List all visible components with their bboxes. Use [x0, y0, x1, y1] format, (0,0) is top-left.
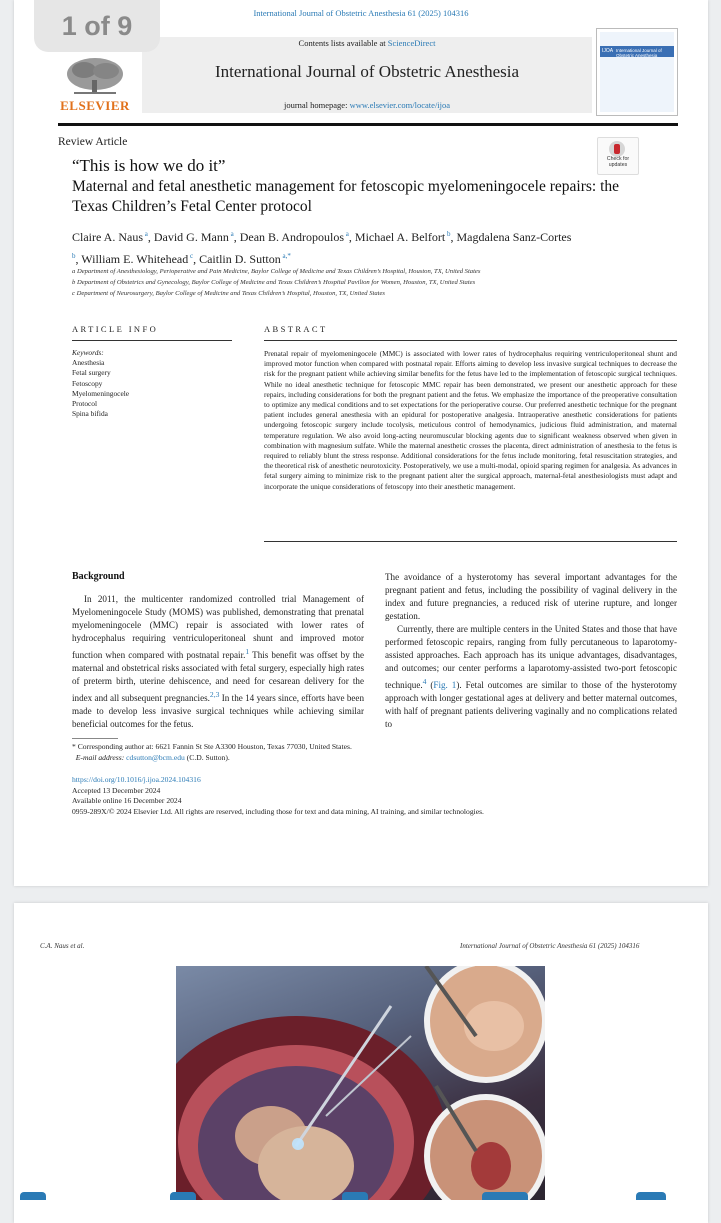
- author-affiliation-mark[interactable]: a: [344, 230, 349, 238]
- journal-homepage-link[interactable]: www.elsevier.com/locate/ijoa: [349, 100, 451, 110]
- abstract-bottom-rule: [264, 541, 677, 542]
- available-date: Available online 16 December 2024: [72, 796, 182, 805]
- author-affiliation-mark[interactable]: a: [143, 230, 148, 238]
- front-matter: [72, 775, 672, 817]
- bookmark-icon: [609, 141, 625, 157]
- author[interactable]: Magdalena Sanz-Cortes $^b$: [72, 230, 572, 260]
- check-updates-label: Check for updates: [606, 156, 630, 168]
- author[interactable]: David G. Mann $^a$: [153, 230, 234, 244]
- author-list: Claire A. Naus $^a$, David G. Mann $^a$, Dean B. Andropoulos $^a$, Michael A. Belfort $^b$, Magdalena Sanz-Cortes $^b$, William E. Whitehead $^c$, Caitlin D. Sutton $^{a,*}$: [72, 230, 572, 266]
- affiliation-a: a Department of Anesthesiology, Perioperative and Pain Medicine, Baylor College of Medicine and Texas Children’s Hospital, Houston, TX, United States: [72, 268, 481, 275]
- author[interactable]: Claire A. Naus $^a$: [72, 230, 148, 244]
- reference-link[interactable]: 2,3: [209, 690, 220, 700]
- author[interactable]: Michael A. Belfort $^b$: [354, 230, 451, 244]
- keywords-block: [72, 348, 232, 419]
- abstract-rule: [264, 340, 677, 341]
- bg-text: In the 14 years since, efforts have been made to develop less invasive surgical techniques while achieving similar beneficial outcomes for the fetus.: [72, 693, 364, 730]
- footnotes: [72, 742, 632, 763]
- sciencedirect-link[interactable]: ScienceDirect: [387, 38, 436, 48]
- author[interactable]: William E. Whitehead $^c$: [81, 252, 194, 266]
- author[interactable]: Dean B. Andropoulos $^a$: [239, 230, 349, 244]
- author-affiliation-mark[interactable]: a: [228, 230, 234, 238]
- homepage-prefix: journal homepage:: [283, 100, 350, 110]
- share-icon[interactable]: [342, 1192, 368, 1200]
- email-line: [72, 753, 632, 764]
- viewer-toolbar: [0, 1190, 721, 1200]
- page-indicator: 1 of 9: [34, 0, 160, 52]
- figure-link[interactable]: Fig. 1: [433, 680, 457, 691]
- page2-author-head: C.A. Naus et al.: [40, 942, 85, 950]
- author-affiliation-mark[interactable]: c: [188, 252, 194, 260]
- check-for-updates-button[interactable]: [597, 137, 639, 175]
- abstract-heading: ABSTRACT: [264, 324, 328, 334]
- keyword: Fetal surgery: [72, 368, 111, 378]
- author[interactable]: Caitlin D. Sutton $^{a,*}$: [199, 252, 291, 266]
- cover-inner: [600, 32, 674, 112]
- page2-journal-head: International Journal of Obstetric Anesthesia 61 (2025) 104316: [460, 942, 640, 950]
- bg-text: Fetal outcomes are similar to those of the hysterotomy approach with longer gestational ages at delivery and better maternal outcomes, with half of pregnant patients delivering vaginally and no complications related to: [385, 680, 677, 730]
- running-head: International Journal of Obstetric Anesthesia 61 (2025) 104316: [253, 8, 469, 18]
- article-type: Review Article: [58, 136, 128, 148]
- back-icon[interactable]: [20, 1192, 46, 1200]
- author-affiliation-mark[interactable]: b: [445, 230, 451, 238]
- reply-icon[interactable]: [170, 1192, 196, 1200]
- background-paragraph-2: The avoidance of a hysterotomy has several important advantages for the pregnant patient and fetus, including the possibility of vaginal delivery in the index and future pregnancies, a reduced risk of uterine rupture, and longer gestation.: [385, 572, 677, 621]
- header-rule: [58, 123, 678, 126]
- author-affiliation-mark[interactable]: b: [72, 252, 76, 260]
- reference-link[interactable]: 4: [422, 677, 427, 686]
- keywords-label: Keywords:: [72, 348, 104, 357]
- keyword: Myelomeningocele: [72, 388, 130, 398]
- reference-link[interactable]: 1: [245, 647, 250, 656]
- keyword: Spina bifida: [72, 409, 108, 419]
- article-title-line1: “This is how we do it”: [72, 156, 226, 175]
- journal-name: International Journal of Obstetric Anesthesia: [214, 62, 520, 81]
- keyword: Fetoscopy: [72, 378, 103, 388]
- abstract-text: Prenatal repair of myelomeningocele (MMC) is associated with lower rates of hydrocephalus requiring ventriculoperitoneal shunt and improved motor function when compared with postnatal repair. Efforts aiming to develop less invasive surgical techniques to decrease the risk for the pregnant patient while achieving similar benefits for the fetus have led to the implementation of fetoscopic surgical techniques. While no ideal anesthetic technique for fetoscopic MMC repair has been demonstrated, we present our anesthetic approach for these repairs, including considerations for both the pregnant patient and the fetus. We emphasize the importance of the preoperative consultation to optimize any medical conditions and to set expectations for the perioperative course. Our preferred anesthetic technique for the pregnant patient includes general anesthesia with an epidural for postoperative analgesia. Intraoperative anesthetic considerations for patients undergoing fetoscopic surgery include tocolysis, meticulous control of hemodynamics, judicious fluid administration, and maternal temperature regulation. We also avoid long-acting neuromuscular blocking agents due to significant weakness observed when given in combination with magnesium sulfate. While the maternal anesthetic crosses the placenta, direct administration of anesthesia to the fetus is required to reliably blunt the stress response. Additional considerations for the fetus include monitoring, fetal resuscitation strategies, and the theoretical risk of anesthetic neurotoxicity. Postoperatively, we use a multi-modal, opioid sparing regimen for analgesia. As advances in fetal surgery aiming to minimize risk to the pregnant patient alter the surgical approach, maternal-fetal anesthesiologists must adapt and incorporate the unique considerations of fetoscopy into their anesthetic management.: [264, 349, 677, 491]
- author-affiliation-mark[interactable]: a,*: [280, 252, 291, 260]
- footnote-rule: [72, 738, 118, 739]
- fetoscopy-illustration: [176, 966, 545, 1200]
- contents-line: [142, 38, 592, 48]
- keyword: Protocol: [72, 399, 98, 409]
- cover-badge: IJOA: [602, 48, 614, 54]
- affiliations: [72, 266, 632, 299]
- background-heading: Background: [72, 571, 125, 582]
- background-paragraph-3: Currently, there are multiple centers in the United States and those that have performed fetoscopic repairs, ranging from fully percutaneous to laparotomy-assisted approaches. Each approach has its unique advantages, disadvantages, and outcomes; our center performs a laparotomy-assisted two-port fetoscopic technique.$^4$ (Fig. 1). Fetal outcomes are similar to those of the hysterotomy approach with longer gestational ages at delivery and better maternal outcomes, with half of pregnant patients delivering vaginally and no complications related to: [385, 624, 677, 730]
- email-suffix: (C.D. Sutton).: [186, 752, 230, 762]
- pdf-page-1: [14, 0, 708, 886]
- left-column: [72, 593, 364, 731]
- reader-icon[interactable]: [482, 1192, 528, 1200]
- doi-link[interactable]: https://doi.org/10.1016/j.ijoa.2024.104316: [72, 775, 201, 784]
- article-info-heading: ARTICLE INFO: [72, 324, 159, 334]
- bg-text: Currently, there are multiple centers in the United States and those that have performed fetoscopic repairs, ranging from fully percutaneous to laparotomy-assisted approaches. Each approach has its unique advantages, disadvantages, and outcomes; our center performs a laparotomy-assisted two-port fetoscopic technique.: [385, 624, 677, 691]
- more-icon[interactable]: [636, 1192, 666, 1200]
- background-paragraph-1: [72, 593, 364, 731]
- email-label: E-mail address:: [75, 752, 125, 762]
- elsevier-wordmark: ELSEVIER: [60, 98, 130, 113]
- bg-text: In 2011, the multicenter randomized controlled trial Management of Myelomeningocele Study (MOMS) was published, demonstrating that prenatal myelomeningocele (MMC) repair is associated with lower rates of hydrocephalus requiring ventriculoperitoneal shunt and improved motor function when compared with postnatal repair.: [72, 594, 364, 661]
- journal-cover-thumbnail[interactable]: [596, 28, 678, 116]
- figure-1-illustration[interactable]: [176, 966, 545, 1200]
- cover-title: International Journal of Obstetric Anesthesia: [616, 48, 662, 58]
- accepted-date: Accepted 13 December 2024: [72, 785, 161, 795]
- affiliation-b: b Department of Obstetrics and Gynecology, Baylor College of Medicine and Texas Children’s Hospital Pavilion for Women, Houston, TX, United States: [72, 279, 476, 286]
- bg-text: This benefit was offset by the maternal and obstetrical risks associated with fetal surgery, especially high rates of preterm birth, uterine dehiscence, and need for cesarean delivery for the index and all subsequent pregnancies.: [72, 650, 364, 704]
- contents-prefix: Contents lists available at: [298, 38, 388, 48]
- article-title-line2: Maternal and fetal anesthetic management for fetoscopic myelomeningocele repairs: the Texas Children’s Fetal Center protocol: [72, 178, 620, 215]
- keyword: Anesthesia: [72, 358, 105, 368]
- homepage-line: [142, 100, 592, 110]
- corresponding-author-note: * Corresponding author at: 6621 Fannin St Ste A3300 Houston, Texas 77030, United States.: [72, 742, 352, 751]
- email-link[interactable]: cdsutton@bcm.edu: [126, 752, 185, 762]
- affiliation-c: c Department of Neurosurgery, Baylor College of Medicine and Texas Children’s Hospital, Houston, TX, United States: [72, 290, 385, 297]
- article-info-rule: [72, 340, 232, 341]
- right-column: [385, 571, 677, 731]
- copyright: 0959-289X/© 2024 Elsevier Ltd. All rights are reserved, including those for text and data mining, AI training, and similar technologies.: [72, 806, 484, 816]
